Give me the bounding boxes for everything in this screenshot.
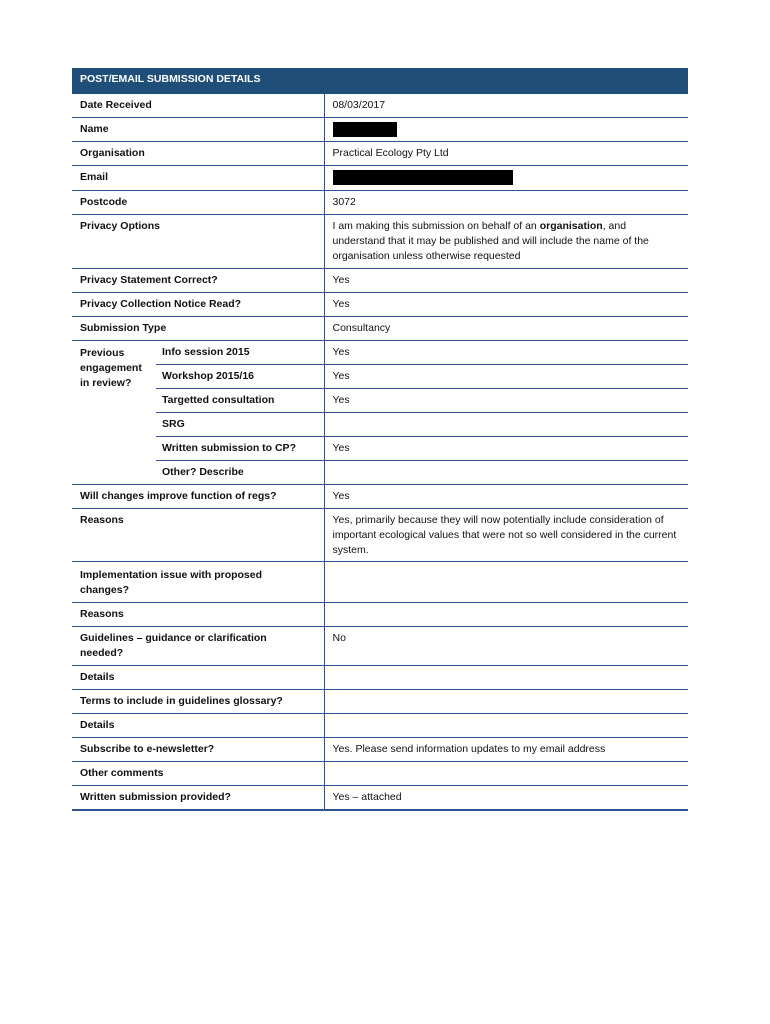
table-row: [72, 340, 688, 364]
reasons-value: [324, 602, 688, 626]
table-row: [72, 737, 688, 761]
date-received-label: Date Received: [72, 93, 324, 118]
privacy-notice-value: Yes: [324, 292, 688, 316]
engagement-label: SRG: [156, 412, 324, 436]
table-row: [72, 561, 688, 602]
table-row: [72, 292, 688, 316]
engagement-value: Yes: [324, 388, 688, 412]
table-row: [72, 93, 688, 118]
engagement-value: Yes: [324, 340, 688, 364]
newsletter-label: Subscribe to e-newsletter?: [72, 737, 324, 761]
reasons-value: Yes, primarily because they will now potentially include consideration of important ecological values that were not so well considered in the current system.: [324, 508, 688, 561]
submission-details-table: [72, 68, 688, 811]
engagement-label: Workshop 2015/16: [156, 364, 324, 388]
redacted-name: [333, 122, 397, 137]
improve-function-value: Yes: [324, 484, 688, 508]
table-row: [72, 118, 688, 142]
table-row: [72, 364, 688, 388]
engagement-group-label: Previous engagement in review?: [72, 340, 156, 484]
organisation-label: Organisation: [72, 142, 324, 166]
organisation-value: Practical Ecology Pty Ltd: [324, 142, 688, 166]
table-row: [72, 484, 688, 508]
privacy-statement-label: Privacy Statement Correct?: [72, 268, 324, 292]
table-row: [72, 713, 688, 737]
table-row: [72, 460, 688, 484]
engagement-value: Yes: [324, 364, 688, 388]
engagement-label: Written submission to CP?: [156, 436, 324, 460]
table-row: [72, 689, 688, 713]
table-row: [72, 412, 688, 436]
privacy-statement-value: Yes: [324, 268, 688, 292]
engagement-value: [324, 460, 688, 484]
table-title: POST/EMAIL SUBMISSION DETAILS: [72, 68, 688, 93]
details-label: Details: [72, 713, 324, 737]
postcode-label: Postcode: [72, 190, 324, 214]
table-row: [72, 602, 688, 626]
table-header: [72, 68, 688, 93]
engagement-value: [324, 412, 688, 436]
privacy-options-value: I am making this submission on behalf of an organisation, and understand that it may be published and will include the name of the organisation unless otherwise requested: [324, 214, 688, 268]
name-label: Name: [72, 118, 324, 142]
table-row: [72, 316, 688, 340]
guidelines-value: No: [324, 626, 688, 665]
glossary-terms-label: Terms to include in guidelines glossary?: [72, 689, 324, 713]
table-row: [72, 761, 688, 785]
guidelines-label: Guidelines – guidance or clarification needed?: [72, 626, 324, 665]
engagement-label: Other? Describe: [156, 460, 324, 484]
submission-type-value: Consultancy: [324, 316, 688, 340]
details-label: Details: [72, 665, 324, 689]
written-submission-value: Yes – attached: [324, 785, 688, 810]
privacy-options-label: Privacy Options: [72, 214, 324, 268]
table-row: [72, 190, 688, 214]
other-comments-value: [324, 761, 688, 785]
implementation-issue-value: [324, 561, 688, 602]
implementation-issue-label: Implementation issue with proposed changes?: [72, 561, 324, 602]
date-received-value: 08/03/2017: [324, 93, 688, 118]
improve-function-label: Will changes improve function of regs?: [72, 484, 324, 508]
table-row: [72, 436, 688, 460]
newsletter-value: Yes. Please send information updates to my email address: [324, 737, 688, 761]
postcode-value: 3072: [324, 190, 688, 214]
details-value: [324, 665, 688, 689]
engagement-label: Info session 2015: [156, 340, 324, 364]
table-row: [72, 508, 688, 561]
privacy-notice-label: Privacy Collection Notice Read?: [72, 292, 324, 316]
reasons-label: Reasons: [72, 602, 324, 626]
table-row: [72, 214, 688, 268]
table-row: [72, 388, 688, 412]
other-comments-label: Other comments: [72, 761, 324, 785]
table-row: [72, 268, 688, 292]
table-row: [72, 166, 688, 190]
details-value: [324, 713, 688, 737]
written-submission-label: Written submission provided?: [72, 785, 324, 810]
submission-type-label: Submission Type: [72, 316, 324, 340]
engagement-value: Yes: [324, 436, 688, 460]
glossary-terms-value: [324, 689, 688, 713]
email-label: Email: [72, 166, 324, 190]
table-row: [72, 785, 688, 810]
table-row: [72, 665, 688, 689]
reasons-label: Reasons: [72, 508, 324, 561]
redacted-email: [333, 170, 513, 185]
table-row: [72, 626, 688, 665]
table-row: [72, 142, 688, 166]
engagement-label: Targetted consultation: [156, 388, 324, 412]
